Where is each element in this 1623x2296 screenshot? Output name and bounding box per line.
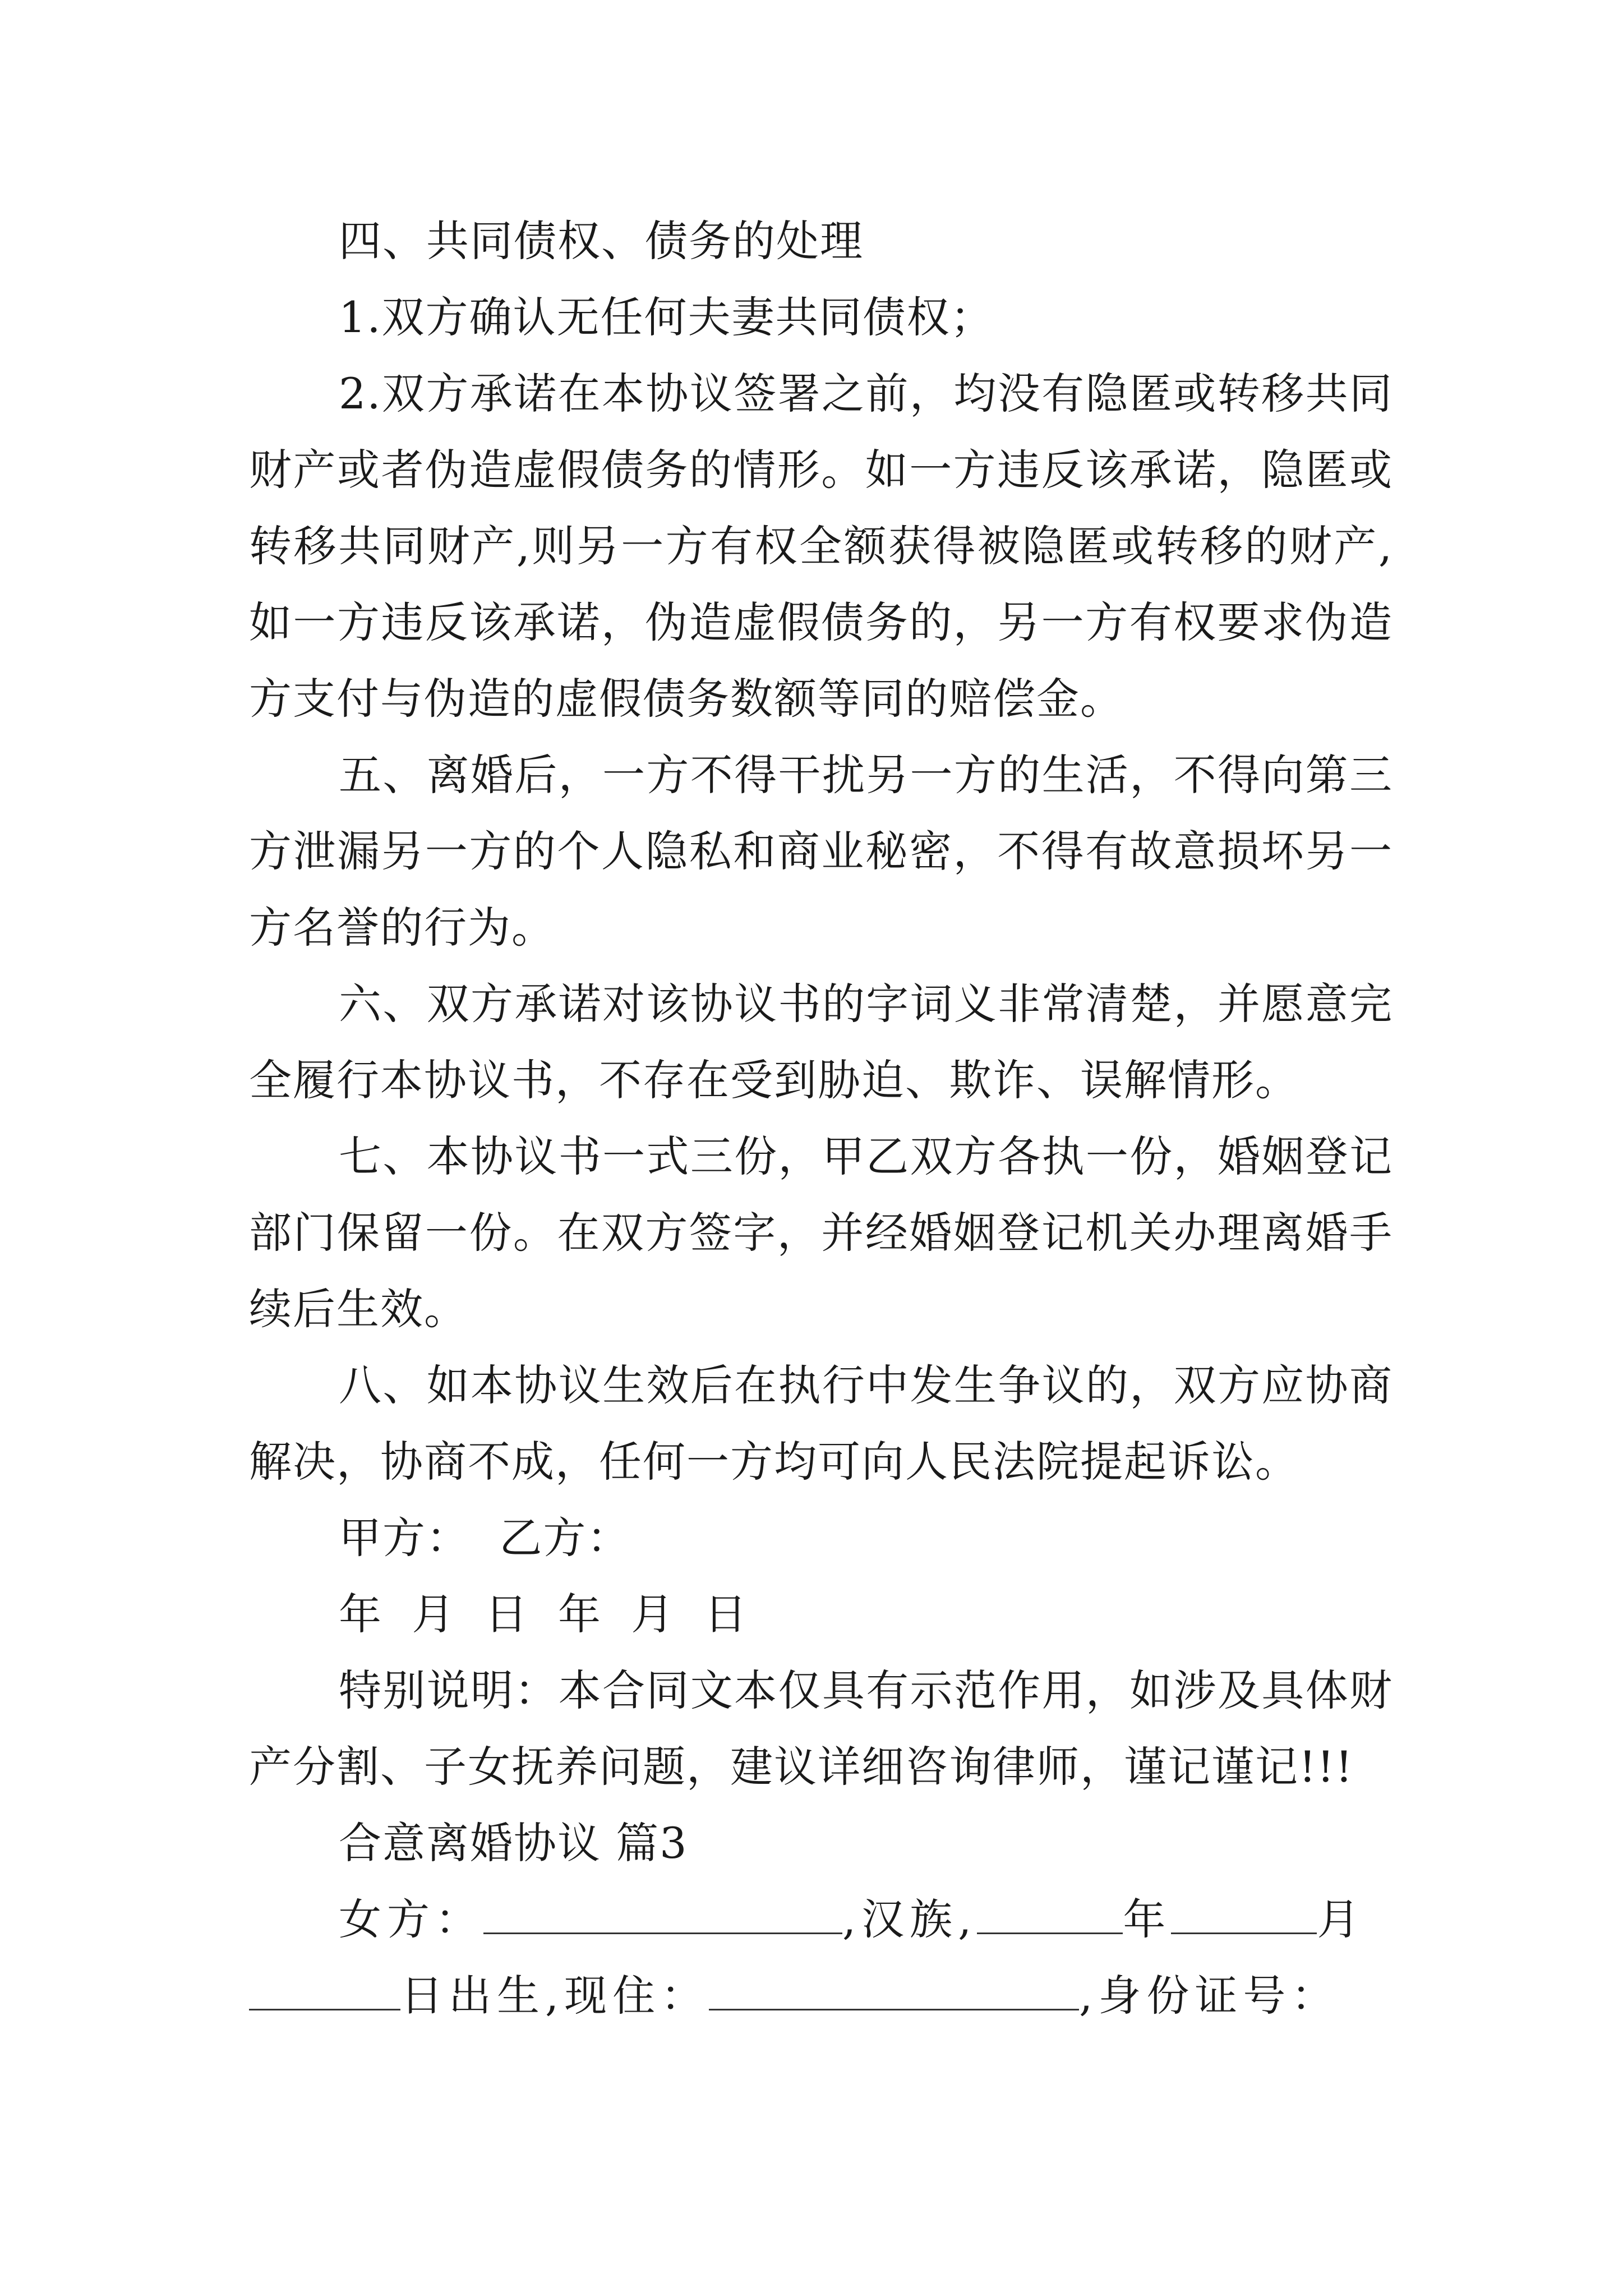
section-title: 合意离婚协议 篇3: [339, 1818, 688, 1868]
paragraph-line: 解决，协商不成，任何一方均可向人民法院提起诉讼。: [249, 1437, 1299, 1487]
paragraph-line: 八、如本协议生效后在执行中发生争议的，双方应协商: [339, 1360, 1393, 1410]
paragraph-line: 方泄漏另一方的个人隐私和商业秘密，不得有故意损坏另一: [249, 826, 1393, 876]
signature-parties: 甲方： 乙方：: [339, 1513, 631, 1563]
paragraph-line: 五、离婚后，一方不得干扰另一方的生活，不得向第三: [339, 750, 1393, 800]
ethnicity-text: ,汉族,: [842, 1894, 978, 1944]
paragraph-line: 部门保留一份。在双方签字，并经婚姻登记机关办理离婚手: [249, 1208, 1393, 1258]
paragraph-line: 如一方违反该承诺，伪造虚假债务的，另一方有权要求伪造: [249, 597, 1393, 647]
form-line-1: [339, 1892, 1483, 1948]
paragraph-line: 续后生效。: [249, 1284, 468, 1334]
signature-dates: 年 月 日 年 月 日: [339, 1589, 748, 1639]
section-heading-4: 四、共同债权、债务的处理: [339, 216, 864, 266]
month-text: 月: [1317, 1894, 1366, 1944]
form-line-2: [249, 1968, 1393, 2024]
paragraph-line: 七、本协议书一式三份，甲乙双方各执一份，婚姻登记: [339, 1131, 1393, 1181]
day-blank[interactable]: [249, 1970, 400, 2010]
paragraph-line: 方名誉的行为。: [249, 903, 555, 953]
paragraph-line: 1.双方确认无任何夫妻共同债权；: [339, 292, 994, 342]
year-text: 年: [1123, 1894, 1172, 1944]
paragraph-line: 方支付与伪造的虚假债务数额等同的赔偿金。: [249, 674, 1124, 724]
id-number-text: ,身份证号：: [1079, 1971, 1340, 2021]
month-blank[interactable]: [1171, 1893, 1317, 1934]
paragraph-line: 六、双方承诺对该协议书的字词义非常清楚，并愿意完: [339, 979, 1393, 1029]
paragraph-line: 2.双方承诺在本协议签署之前，均没有隐匿或转移共同: [339, 369, 1393, 418]
female-party-label: 女方：: [339, 1894, 483, 1944]
paragraph-line: 全履行本协议书，不存在受到胁迫、欺诈、误解情形。: [249, 1055, 1299, 1105]
year-blank[interactable]: [977, 1893, 1123, 1934]
birth-residence-text: 日出生,现住：: [400, 1971, 709, 2021]
special-note-cont: 产分割、子女抚养问题，建议详细咨询律师，谨记谨记!!!: [249, 1742, 1354, 1792]
paragraph-line: 财产或者伪造虚假债务的情形。如一方违反该承诺，隐匿或: [249, 445, 1393, 495]
address-blank[interactable]: [709, 1970, 1079, 2010]
paragraph-line: 转移共同财产,则另一方有权全额获得被隐匿或转移的财产,: [249, 521, 1393, 571]
name-blank[interactable]: [483, 1893, 842, 1934]
special-note: 特别说明：本合同文本仅具有示范作用，如涉及具体财: [339, 1665, 1393, 1715]
